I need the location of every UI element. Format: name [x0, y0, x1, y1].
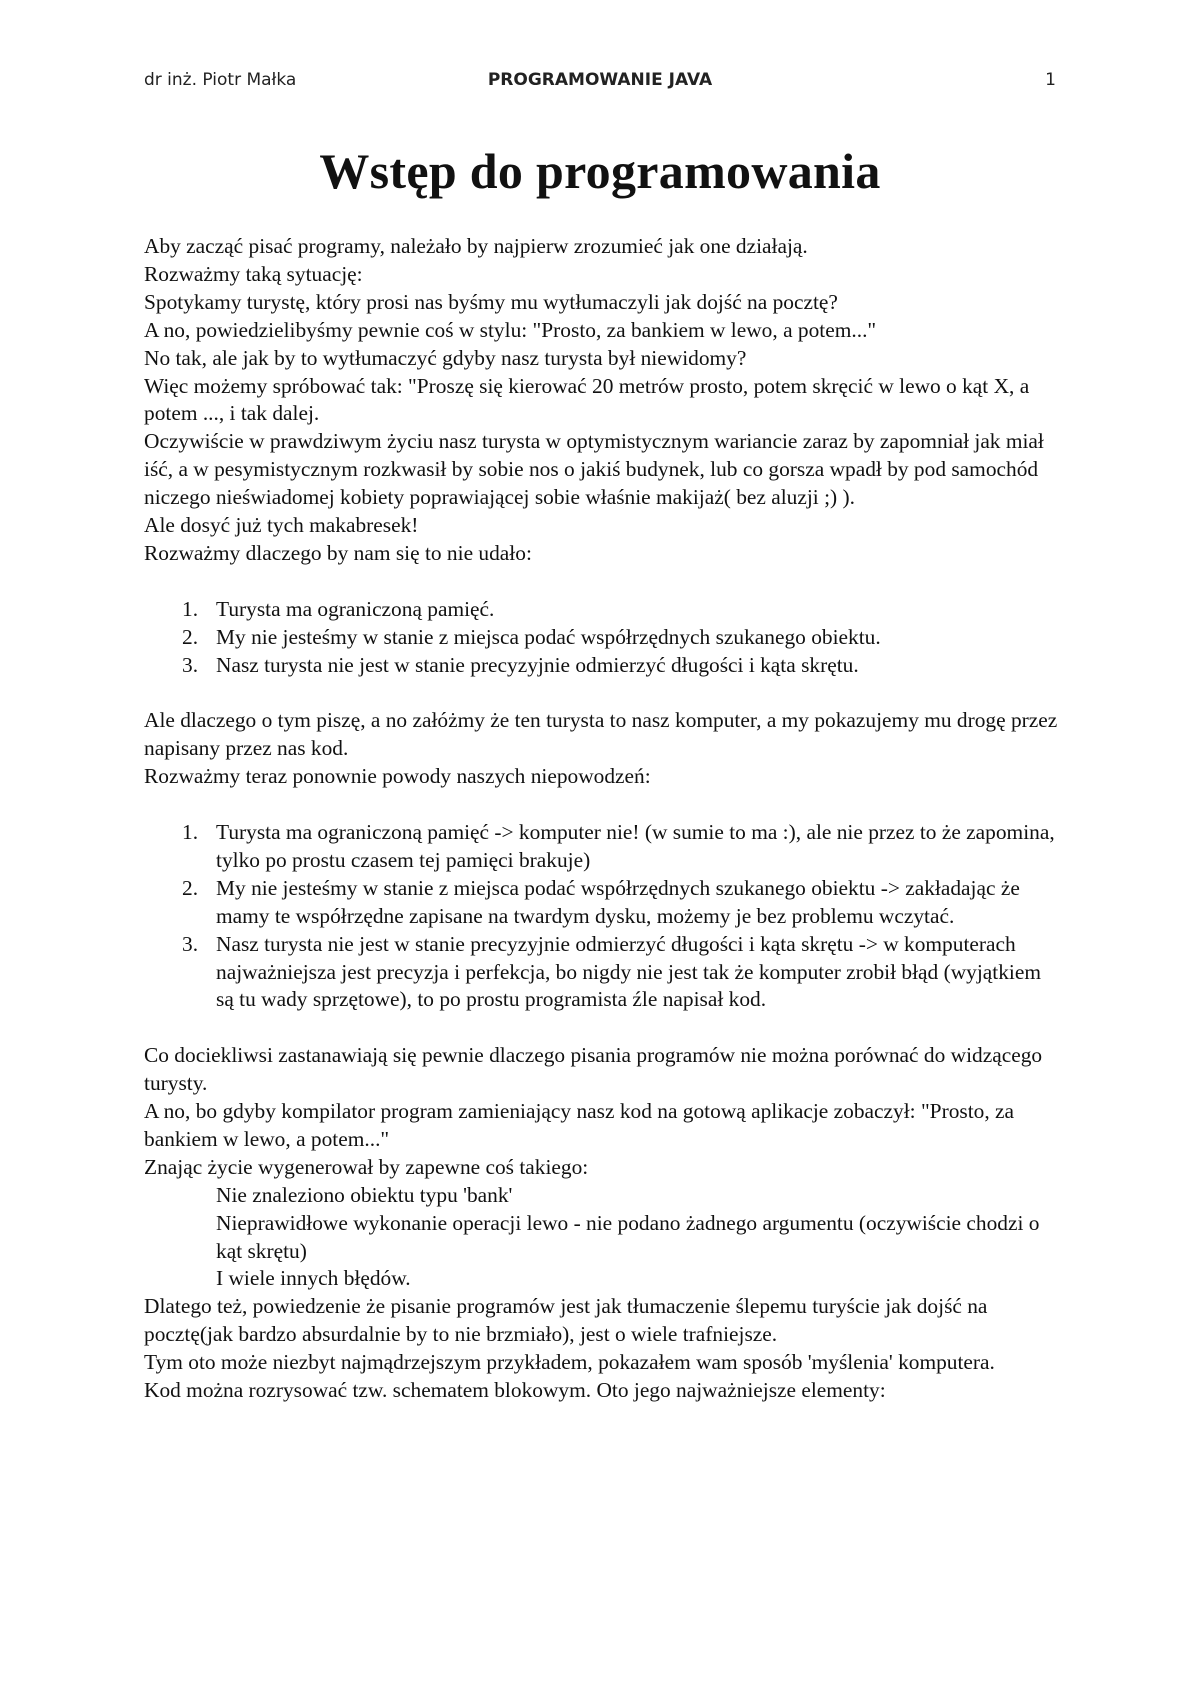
paragraph: Rozważmy teraz ponownie powody naszych niepowodzeń:: [144, 764, 651, 789]
list-item-text: Turysta ma ograniczoną pamięć.: [216, 596, 495, 621]
paragraph: Rozważmy dlaczego by nam się to nie udało:: [144, 540, 532, 565]
list-item: [144, 596, 1064, 624]
paragraph: Rozważmy taką sytuację:: [144, 261, 363, 286]
list-item-text: My nie jesteśmy w stanie z miejsca podać współrzędnych szukanego obiektu.: [216, 624, 881, 649]
list-item: [144, 931, 1064, 1015]
computer-reasons-list: [144, 819, 1064, 1014]
paragraph: Znając życie wygenerował by zapewne coś takiego:: [144, 1154, 589, 1179]
list-number: 1.: [182, 819, 199, 844]
list-item: [144, 652, 1064, 680]
paragraph: A no, powiedzielibyśmy pewnie coś w stylu: "Prosto, za bankiem w lewo, a potem...": [144, 317, 877, 342]
page-header: [144, 70, 1056, 100]
paragraph: Kod można rozrysować tzw. schematem blokowym. Oto jego najważniejsze elementy:: [144, 1378, 886, 1403]
paragraph: Spotykamy turystę, który prosi nas byśmy mu wytłumaczyli jak dojść na pocztę?: [144, 289, 838, 314]
paragraph: Aby zacząć pisać programy, należało by najpierw zrozumieć jak one działają.: [144, 234, 808, 258]
page-number: 1: [1045, 70, 1056, 90]
header-course-title: PROGRAMOWANIE JAVA: [487, 70, 713, 90]
paragraph: No tak, ale jak by to wytłumaczyć gdyby nasz turysta był niewidomy?: [144, 345, 747, 370]
list-number: 3.: [182, 652, 199, 677]
list-number: 2.: [182, 624, 199, 649]
paragraph: Ale dosyć już tych makabresek!: [144, 513, 419, 538]
list-item-text: My nie jesteśmy w stanie z miejsca podać współrzędnych szukanego obiektu -> zakładając że mamy te współrzędne zapisane na twardym dysku, możemy je bez problemu wczytać.: [216, 875, 1020, 928]
paragraph: Ale dlaczego o tym piszę, a no załóżmy że ten turysta to nasz komputer, a my pokazujemy mu drogę przez napisany przez nas kod.: [144, 708, 1058, 761]
paragraph: Co dociekliwsi zastanawiają się pewnie dlaczego pisania programów nie można porównać do widzącego turysty.: [144, 1043, 1043, 1096]
error-line: I wiele innych błędów.: [216, 1266, 411, 1291]
error-line: Nieprawidłowe wykonanie operacji lewo - nie podano żadnego argumentu (oczywiście chodzi o kąt skrętu): [216, 1210, 1040, 1263]
paragraph: Tym oto może niezbyt najmądrzejszym przykładem, pokazałem wam sposób 'myślenia' komputera.: [144, 1350, 995, 1375]
list-number: 1.: [182, 596, 199, 621]
list-item-text: Nasz turysta nie jest w stanie precyzyjnie odmierzyć długości i kąta skrętu -> w komputerach najważniejsza jest precyzja i perfekcja, bo nigdy nie jest tak że komputer zrobił błąd (wyjątkiem są tu wady sprzętowe), to po prostu programista źle napisał kod.: [216, 931, 1042, 1012]
document-title: Wstęp do programowania: [319, 143, 881, 199]
paragraph: Dlatego też, powiedzenie że pisanie programów jest jak tłumaczenie ślepemu turyście jak dojść na pocztę(jak bardzo absurdalnie by to nie brzmiało), jest o wiele trafniejsze.: [144, 1294, 988, 1347]
list-number: 3.: [182, 931, 199, 956]
header-author: dr inż. Piotr Małka: [144, 70, 297, 90]
paragraph: A no, bo gdyby kompilator program zamieniający nasz kod na gotową aplikacje zobaczył: "Prosto, za bankiem w lewo, a potem...": [144, 1099, 1015, 1151]
list-number: 2.: [182, 875, 199, 900]
list-item-text: Turysta ma ograniczoną pamięć -> komputer nie! (w sumie to ma :), ale nie przez to że zapomina, tylko po prostu czasem tej pamięci brakuje): [216, 819, 1055, 872]
paragraph: Oczywiście w prawdziwym życiu nasz turysta w optymistycznym wariancie zaraz by zapomniał jak miał iść, a w pesymistycznym rozkwasił by sobie nos o jakiś budynek, lub co gorsza wpadł by pod samochód niczego nieświadomej kobiety poprawiającej sobie właśnie makijaż( bez aluzji ;) ).: [144, 429, 1044, 510]
paragraph: Więc możemy spróbować tak: "Proszę się kierować 20 metrów prosto, potem skręcić w lewo o kąt X, a potem ..., i tak dalej.: [144, 373, 1030, 426]
list-item: [144, 624, 1064, 652]
reasons-list: [144, 596, 1064, 680]
list-item: [144, 819, 1064, 875]
error-line: Nie znaleziono obiektu typu 'bank': [216, 1182, 513, 1207]
list-item-text: Nasz turysta nie jest w stanie precyzyjnie odmierzyć długości i kąta skrętu.: [216, 652, 859, 677]
document-body: [144, 233, 1064, 1405]
list-item: [144, 875, 1064, 931]
